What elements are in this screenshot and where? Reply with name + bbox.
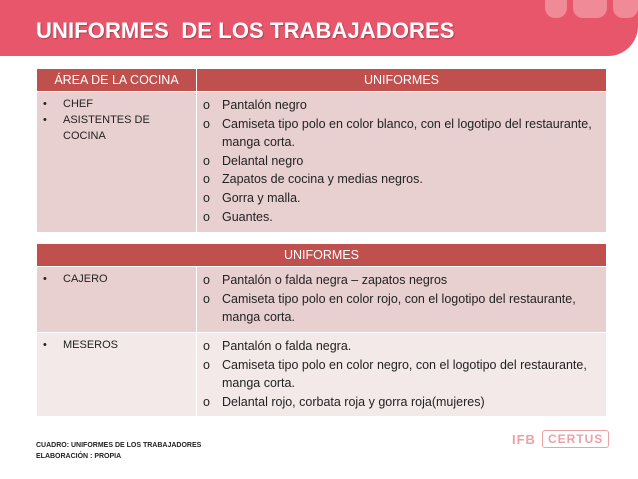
list-item: o Gorra y malla. — [203, 189, 600, 208]
ifb-certus-logo — [512, 430, 609, 448]
kitchen-uniforms-table — [36, 68, 607, 233]
area-cell — [37, 92, 197, 233]
area-cell — [37, 267, 197, 333]
caption-source: ELABORACIÓN : PROPIA — [36, 453, 122, 460]
header-decoration — [545, 0, 638, 20]
list-item: • CHEF — [43, 96, 190, 112]
column-header-uniforms: UNIFORMES — [197, 69, 607, 92]
list-item: • MESEROS — [43, 337, 190, 353]
list-item: o Camiseta tipo polo en color rojo, con el logotipo del restaurante, manga corta. — [203, 290, 600, 327]
logo-ifb-text: IFB — [512, 431, 536, 447]
table-row — [37, 92, 607, 233]
list-item: o Delantal rojo, corbata roja y gorra roja(mujeres) — [203, 393, 600, 412]
list-item: o Pantalón o falda negra – zapatos negros — [203, 271, 600, 290]
list-item: o Zapatos de cocina y medias negros. — [203, 170, 600, 189]
uniforms-cell — [197, 333, 607, 417]
column-header-uniforms: UNIFORMES — [37, 244, 607, 267]
list-item: o Guantes. — [203, 208, 600, 227]
uniforms-cell — [197, 92, 607, 233]
slide-title: UNIFORMES DE LOS TRABAJADORES — [36, 18, 455, 43]
list-item: o Delantal negro — [203, 152, 600, 171]
table-caption — [36, 440, 201, 462]
list-item: • CAJERO — [43, 271, 190, 287]
caption-line: CUADRO: UNIFORMES DE LOS TRABAJADORES — [36, 442, 202, 449]
column-header-area: ÁREA DE LA COCINA — [37, 69, 197, 92]
list-item: • ASISTENTES DE COCINA — [43, 112, 190, 144]
service-uniforms-table — [36, 243, 607, 417]
table-row — [37, 267, 607, 333]
list-item: o Camiseta tipo polo en color negro, con el logotipo del restaurante, manga corta. — [203, 356, 600, 393]
logo-certus-text: CERTUS — [542, 430, 609, 448]
area-cell — [37, 333, 197, 417]
list-item: o Pantalón negro — [203, 96, 600, 115]
table-row — [37, 333, 607, 417]
list-item: o Camiseta tipo polo en color blanco, con el logotipo del restaurante, manga corta. — [203, 115, 600, 152]
uniforms-cell — [197, 267, 607, 333]
list-item: o Pantalón o falda negra. — [203, 337, 600, 356]
